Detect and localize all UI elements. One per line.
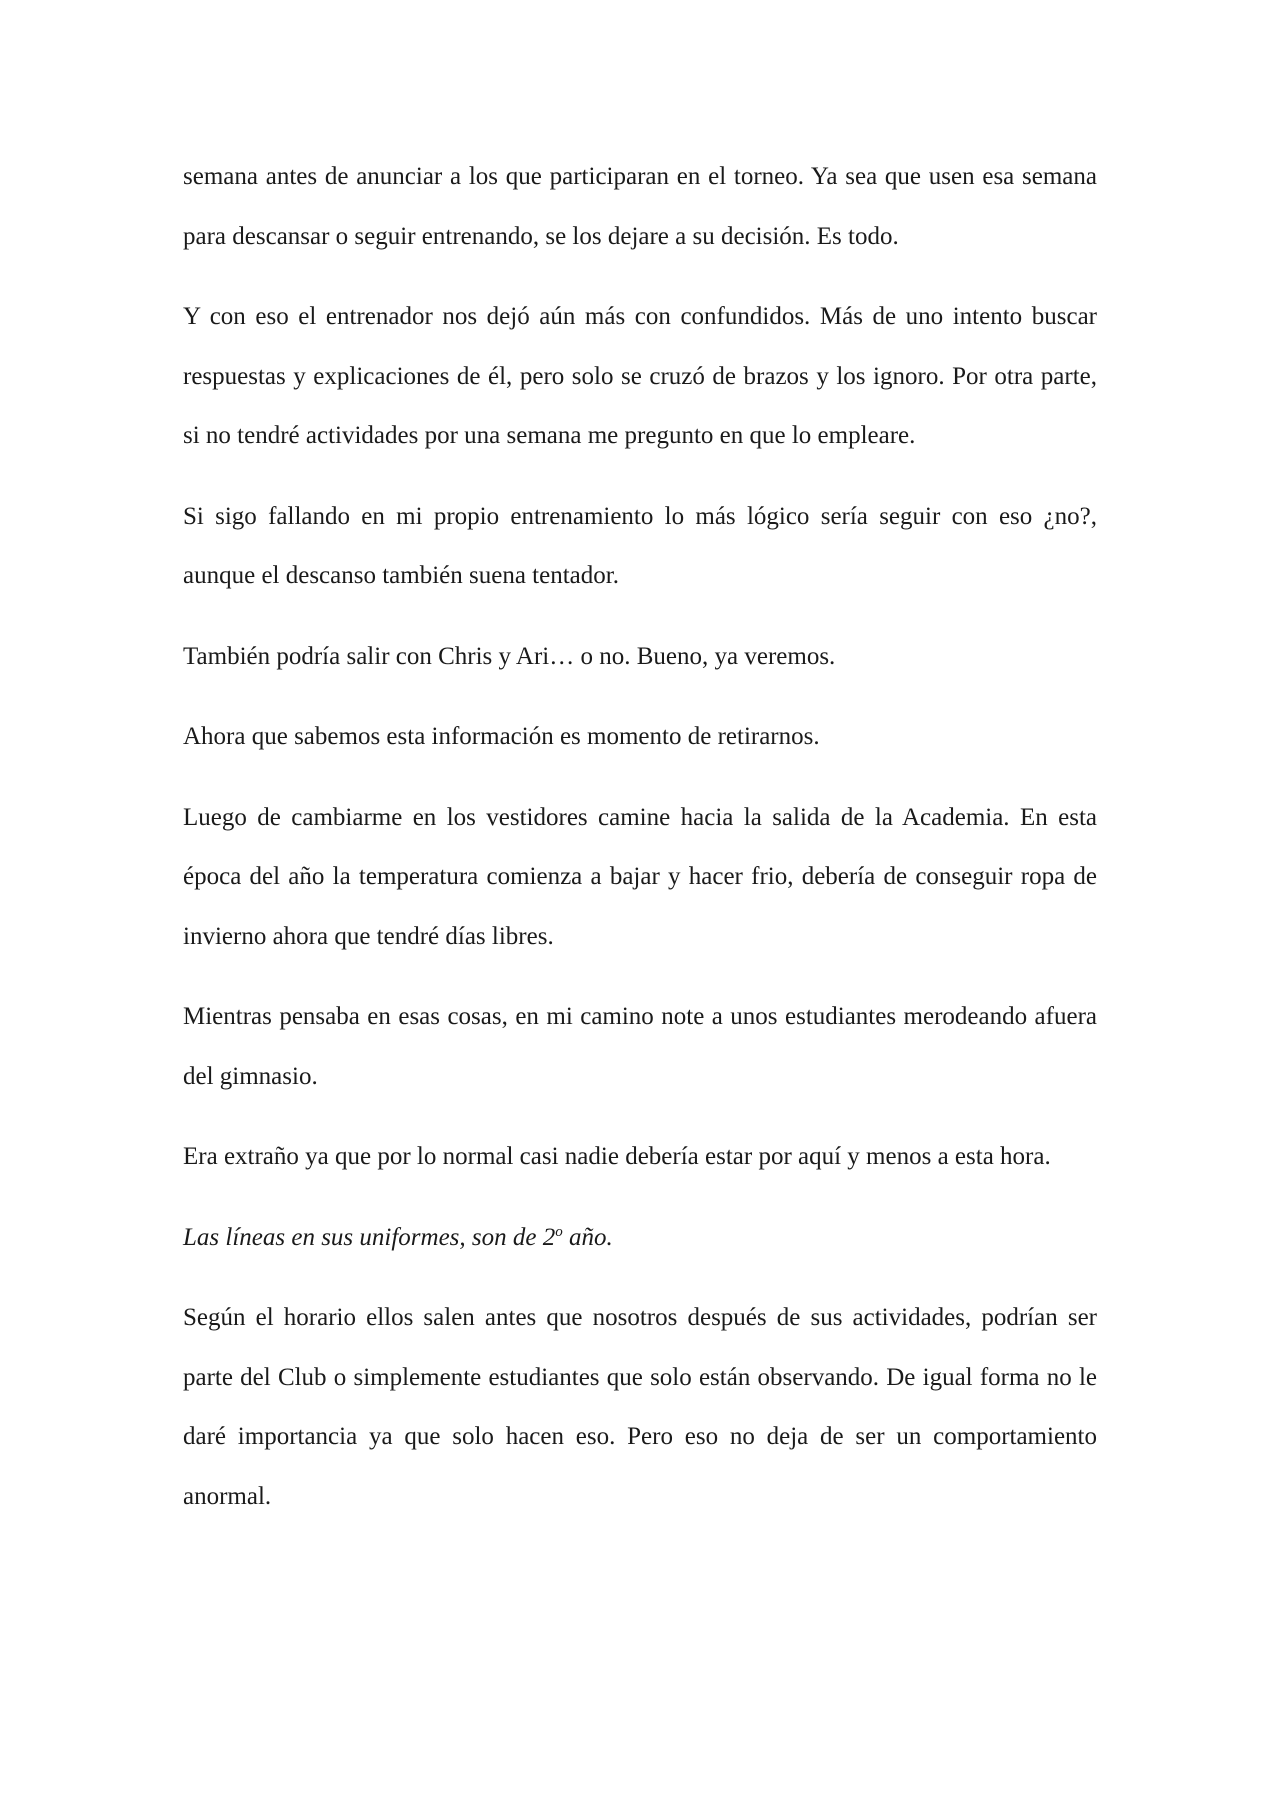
paragraph: Ahora que sabemos esta información es momento de retirarnos. [183,723,820,750]
document-body [183,147,1097,1547]
italic-text-end: año. [562,1223,613,1251]
italic-thought-paragraph [183,1208,1097,1268]
paragraph: Y con eso el entrenador nos dejó aún más con confundidos. Más de uno intento buscar respuestas y explicaciones de él, pero solo se cruzó de brazos y los ignoro. Por otra parte, si no tendré actividades por una semana me pregunto en que lo empleare. [183,303,1097,449]
paragraph: Era extraño ya que por lo normal casi nadie debería estar por aquí y menos a esta hora. [183,1143,1051,1170]
paragraph: semana antes de anunciar a los que participaran en el torneo. Ya sea que usen esa semana para descansar o seguir entrenando, se los dejare a su decisión. Es todo. [183,163,1097,250]
paragraph: Luego de cambiarme en los vestidores camine hacia la salida de la Academia. En esta época del año la temperatura comienza a bajar y hacer frio, debería de conseguir ropa de invierno ahora que tendré días libres. [183,803,1097,950]
paragraph: También podría salir con Chris y Ari… o no. Bueno, ya veremos. [183,642,836,670]
ordinal-superscript: o [555,1223,563,1240]
italic-text-start: Las líneas en sus uniformes, son de 2 [183,1223,556,1251]
paragraph: Según el horario ellos salen antes que nosotros después de sus actividades, podrían ser parte del Club o simplemente estudiantes que solo están observando. De igual forma no le daré importancia ya que solo hacen eso. Pero eso no deja de ser un comportamiento anormal. [183,1304,1097,1510]
paragraph: Si sigo fallando en mi propio entrenamiento lo más lógico sería seguir con eso ¿no?, aunque el descanso también suena tentador. [183,502,1097,589]
paragraph: Mientras pensaba en esas cosas, en mi camino note a unos estudiantes merodeando afuera del gimnasio. [183,1003,1097,1090]
